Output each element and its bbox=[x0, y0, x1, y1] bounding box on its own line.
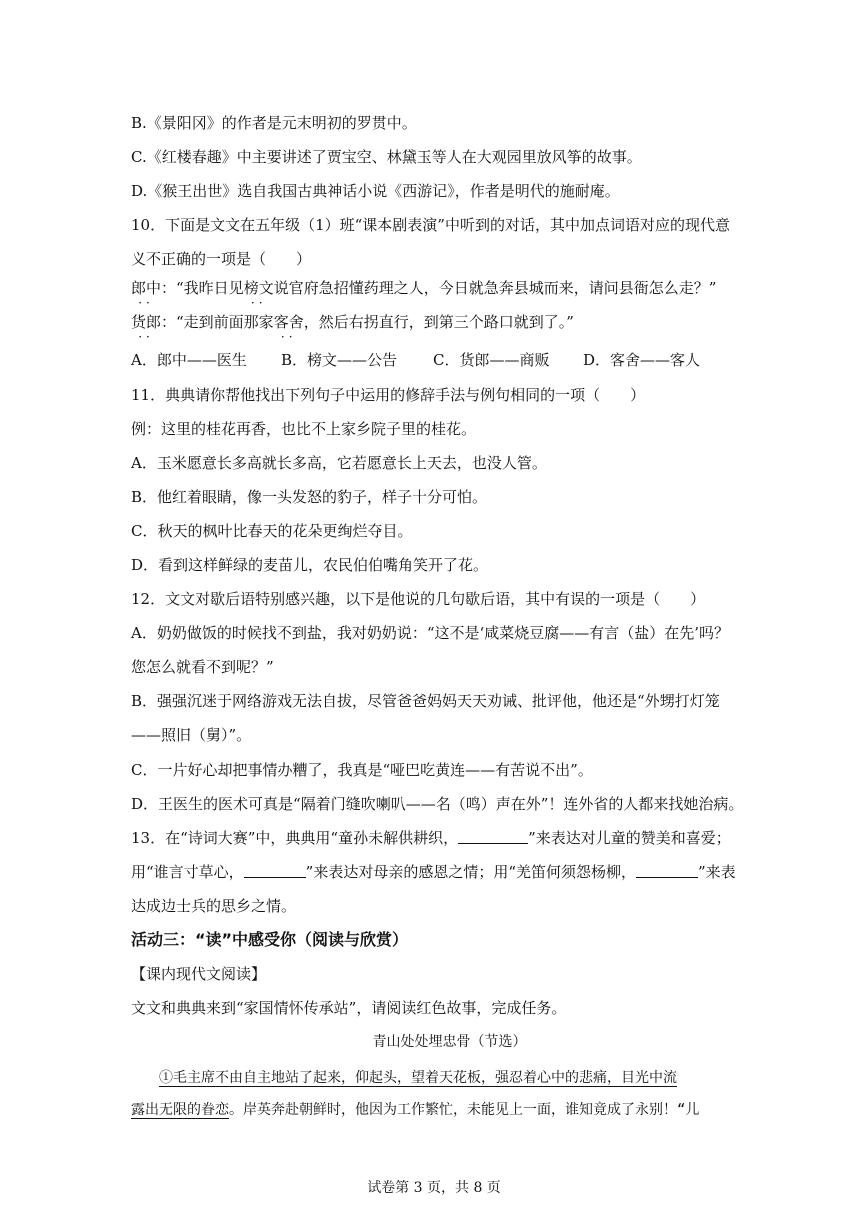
q12-option-b-line2: ——照旧（舅）”。 bbox=[131, 726, 252, 744]
option-c: C．货郎——商贩 bbox=[433, 351, 550, 369]
dialogue-text: ：“走到前面那家 bbox=[161, 313, 274, 331]
q13-text: ”来表 bbox=[698, 863, 736, 881]
q11-option-c: C．秋天的枫叶比春天的花朵更绚烂夺目。 bbox=[131, 522, 413, 540]
q13-text: 13．在“诗词大赛”中，典典用“童孙未解供耕织， bbox=[131, 829, 459, 847]
q10-dialogue-1 bbox=[131, 278, 768, 298]
answer-blank[interactable] bbox=[458, 828, 528, 844]
q11-option-d: D．看到这样鲜绿的麦苗儿，农民伯伯嘴角笑开了花。 bbox=[131, 556, 489, 574]
q12-option-d: D．王医生的医术可真是“隔着门缝吹喇叭——名（鸣）声在外”！连外省的人都来找她治病。 bbox=[131, 795, 744, 813]
dialogue-text: ，然后右拐直行，到第三个路口就到了。” bbox=[303, 313, 574, 331]
emphasized-term: 客舍 ·· bbox=[274, 313, 304, 331]
q13-line2 bbox=[131, 862, 768, 882]
q12-option-c: C．一片好心却把事情办糟了，我真是“哑巴吃黄连——有苦说不出”。 bbox=[131, 761, 593, 779]
emphasized-term: 货郎 ·· bbox=[131, 313, 161, 331]
q10-stem-line1: 10．下面是文文在五年级（1）班“课本剧表演”中听到的对话，其中加点词语对应的现代意 bbox=[131, 216, 730, 234]
passage-line2 bbox=[131, 1100, 768, 1120]
passage-line1 bbox=[131, 1068, 768, 1088]
option-d: D．客舍——客人 bbox=[583, 351, 701, 369]
q12-option-a-line2: 您怎么就看不到呢？” bbox=[131, 658, 274, 676]
q9-option-b: B.《景阳冈》的作者是元末明初的罗贯中。 bbox=[131, 114, 417, 132]
q9-option-c: C.《红楼春趣》中主要讲述了贾宝空、林黛玉等人在大观园里放风筝的故事。 bbox=[131, 148, 642, 166]
emphasized-term: 郎中 ·· bbox=[131, 279, 161, 297]
q13-text: 用“谁言寸草心， bbox=[131, 863, 244, 881]
answer-blank[interactable] bbox=[244, 862, 306, 878]
q10-options bbox=[131, 350, 768, 370]
emphasized-term: 榜文 ·· bbox=[244, 279, 274, 297]
q10-stem-line2: 义不正确的一项是（ ） bbox=[131, 250, 312, 268]
q12-option-b-line1: B．强强沉迷于网络游戏无法自拔，尽管爸爸妈妈天天劝诫、批评他，他还是“外甥打灯笼 bbox=[131, 692, 720, 710]
q12-option-a-line1: A．奶奶做饭的时候找不到盐，我对奶奶说：“这不是‘咸菜烧豆腐——有言（盐）在先’吗？ bbox=[131, 624, 730, 642]
q11-stem: 11．典典请你帮他找出下列句子中运用的修辞手法与例句相同的一项（ ） bbox=[131, 386, 646, 404]
passage-title: 青山处处埋忠骨（节选） bbox=[372, 1034, 527, 1050]
underlined-text: 露出无限的眷恋 bbox=[131, 1102, 229, 1118]
subsection-label: 【课内现代文阅读】 bbox=[131, 965, 267, 983]
section-heading: 活动三：“读”中感受你（阅读与欣赏） bbox=[131, 930, 409, 949]
passage-text: 。岸英奔赴朝鲜时，他因为工作繁忙，未能见上一面，谁知竟成了永别！“儿 bbox=[229, 1102, 700, 1118]
q11-option-b: B．他红着眼睛，像一头发怒的豹子，样子十分可怕。 bbox=[131, 488, 488, 506]
q13-text: ”来表达对母亲的感恩之情；用“羌笛何须怨杨柳， bbox=[305, 863, 637, 881]
q13-line1 bbox=[131, 828, 768, 848]
answer-blank[interactable] bbox=[636, 862, 698, 878]
q10-dialogue-2 bbox=[131, 312, 768, 332]
q11-option-a: A．玉米愿意长多高就长多高，它若愿意长上天去，也没人管。 bbox=[131, 454, 547, 472]
q9-option-d: D.《猴王出世》选自我国古典神话小说《西游记》，作者是明代的施耐庵。 bbox=[131, 182, 620, 200]
underlined-text: ①毛主席不由自主地站了起来，仰起头，望着天花板，强忍着心中的悲痛，目光中流 bbox=[159, 1070, 677, 1086]
page-footer: 试卷第 3 页，共 8 页 bbox=[367, 1180, 501, 1196]
option-a: A．郎中——医生 bbox=[131, 351, 247, 369]
option-b: B．榜文——公告 bbox=[281, 351, 398, 369]
dialogue-text: ：“我昨日见 bbox=[161, 279, 244, 297]
dialogue-text: 说官府急招懂药理之人，今日就急奔县城而来，请问县衙怎么走？” bbox=[273, 279, 717, 297]
q11-example: 例：这里的桂花再香，也比不上家乡院子里的桂花。 bbox=[131, 420, 477, 438]
q12-stem: 12．文文对歇后语特别感兴趣，以下是他说的几句歇后语，其中有误的一项是（ ） bbox=[131, 590, 706, 608]
q13-line3: 达成边士兵的思乡之情。 bbox=[131, 897, 297, 915]
reading-intro: 文文和典典来到“家国情怀传承站”，请阅读红色故事，完成任务。 bbox=[131, 999, 567, 1017]
q13-text: ”来表达对儿童的赞美和喜爱； bbox=[528, 829, 731, 847]
